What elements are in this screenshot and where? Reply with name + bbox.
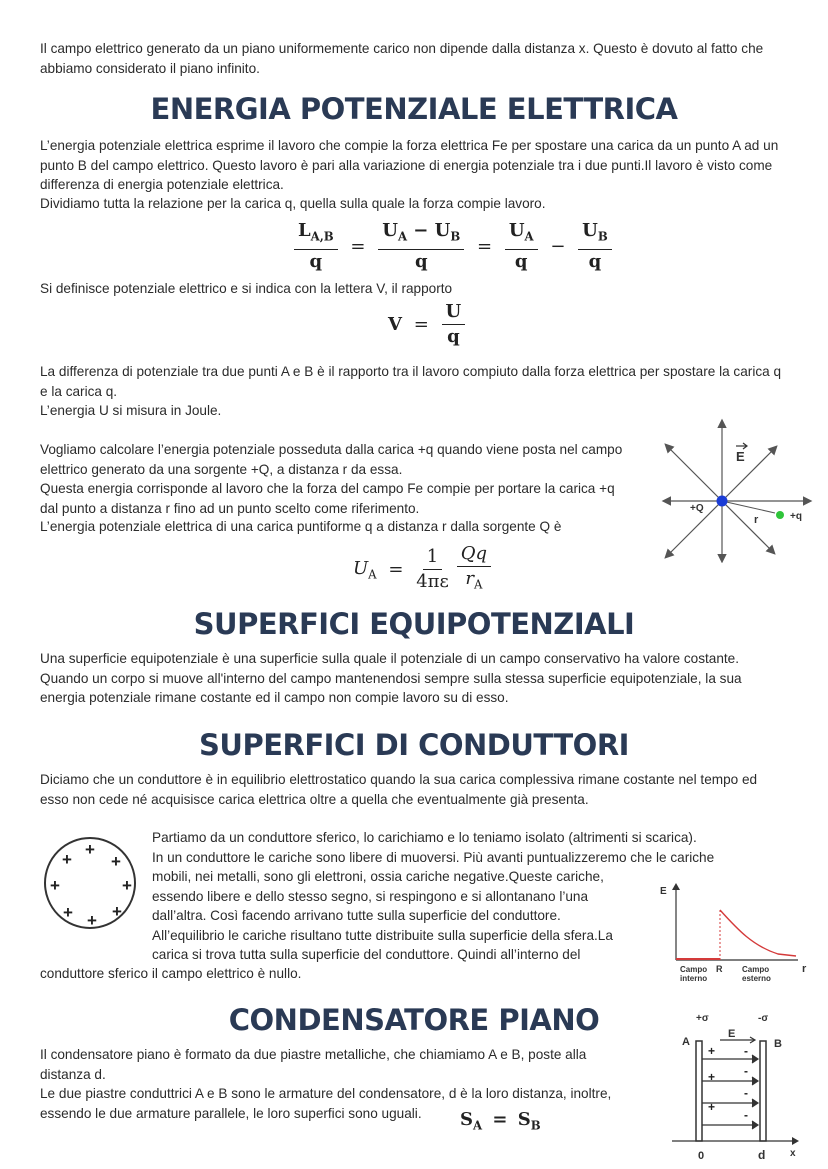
text-line: All’equilibrio le cariche risultano tutte distribuite sulla superficie della sfera.La [152,927,613,943]
energia-paragraph-8: L’energia potenziale elettrica di una carica puntiforme q a distanza r dalla sorgente Q è [40,519,562,534]
charged-sphere-diagram [40,833,140,933]
svg-text:E: E [660,886,667,897]
svg-text:+: + [111,852,121,871]
svg-text:-: - [744,1044,748,1058]
svg-text:A: A [682,1036,690,1048]
conduttori-paragraph-3: conduttore sferico il campo elettrico è nullo. [40,966,302,981]
svg-text:d: d [758,1148,766,1162]
svg-text:+: + [87,911,97,930]
svg-text:0: 0 [698,1150,705,1162]
svg-text:Campo: Campo [680,965,708,974]
energia-paragraph-3: Si definisce potenziale elettrico e si indica con la lettera V, il rapporto [40,281,453,296]
conduttori-paragraph-1: Diciamo che un conduttore è in equilibrio elettrostatico quando la sua carica complessiva rimane costante nel tempo ed esso non cede né acquisisce carica elettrica oltre a quella che eventualmente già presenta. [40,772,758,807]
capacitor-diagram [668,1009,808,1167]
svg-text:Campo: Campo [742,965,770,974]
energia-paragraph-4: La differenza di potenziale tra due punti A e B è il rapporto tra il lavoro compiuto dalla forza elettrica per spostare la carica q e la carica q. [40,364,782,399]
energia-paragraph-1: L’energia potenziale elettrica esprime il lavoro che compie la forza elettrica Fe per spostare una carica da un punto A ad un punto B del campo elettrico. Questo lavoro è pari alla variazione di energia potenziale tra i due punti.Il lavoro è visto come differenza di energia potenziale elettrica. [40,138,779,192]
svg-text:r: r [802,963,807,975]
svg-text:+: + [85,840,95,859]
svg-text:x: x [790,1148,796,1159]
text-line: essendo libere e dello stesso segno, si respingono e si allontanano l’una [152,888,589,904]
svg-text:+: + [63,903,73,922]
intro-paragraph: Il campo elettrico generato da un piano uniformemente carico non dipende dalla distanza x. Questo è dovuto al fatto che abbiamo considerato il piano infinito. [40,41,764,76]
svg-text:+Q: +Q [690,503,704,514]
energia-paragraph-6: Vogliamo calcolare l’energia potenziale posseduta dalla carica +q quando viene posta nel campo elettrico generato da una sorgente +Q, a distanza r da essa. [40,442,623,477]
svg-text:+: + [122,876,132,895]
text-line: carica si trova tutta sulla superficie del conduttore. Quindi all’interno del [152,947,581,962]
svg-text:r: r [754,514,759,526]
section-title-energia: ENERGIA POTENZIALE ELETTRICA [150,92,678,126]
energia-paragraph-2: Dividiamo tutta la relazione per la carica q, quella sulla quale la forza compie lavoro. [40,196,546,211]
svg-text:+: + [708,1044,716,1058]
energia-paragraph-7: Questa energia corrisponde al lavoro che la forza del campo Fe compie per portare la carica +q dal punto a distanza r fino ad un punto scelto come riferimento. [40,481,615,516]
source-charge-dot [717,496,728,507]
energia-paragraph-5: L’energia U si misura in Joule. [40,403,222,418]
text-line: dall’altra. Così facendo arrivano tutte sulla superficie del conduttore. [152,908,561,923]
radial-field-diagram [660,413,820,563]
section-title-conduttori: SUPERFICI DI CONDUTTORI [199,728,629,762]
condensatore-paragraph-2: Le due piastre conduttrici A e B sono le armature del condensatore, d è la loro distanza, inoltre, essendo le due armature parallele, le loro superfici sono uguali. [40,1086,612,1121]
condensatore-paragraph-1: Il condensatore piano è formato da due piastre metalliche, che chiamiamo A e B, poste alla distanza d. [40,1047,587,1082]
svg-text:+q: +q [790,511,802,522]
svg-text:-: - [744,1064,748,1078]
text-line: In un conduttore le cariche sono libere di muoversi. Più avanti puntualizzeremo che le cariche [152,849,715,865]
svg-text:+: + [112,902,122,921]
svg-text:-: - [744,1108,748,1122]
test-charge-dot [776,511,784,519]
svg-text:interno: interno [680,974,708,983]
equation-potential: V = $\frac{U}{q}$ [385,302,469,347]
svg-text:E: E [728,1028,736,1040]
svg-text:+: + [62,850,72,869]
svg-text:-: - [744,1086,748,1100]
svg-text:B: B [774,1038,782,1050]
svg-text:R: R [716,964,723,974]
text-line: mobili, nei metalli, sono gli elettroni, ossia cariche negative.Queste cariche, [152,869,604,884]
text-line: Partiamo da un conduttore sferico, lo carichiamo e lo teniamo isolato (altrimenti si scarica). [152,830,697,845]
equation-work-potential: $\frac{L_{A,B}}{q}$ = $\frac{U_A - U_B}{q}$ = $\frac{U_A}{q}$ − $\frac{U_B}{q}$ [290,221,616,272]
svg-text:+: + [708,1100,716,1114]
equation-surfaces: $S_A = S_B$ [460,1109,541,1133]
svg-text:+: + [50,876,60,895]
svg-text:+: + [708,1070,716,1084]
svg-text:E: E [736,449,745,464]
section-title-equipotenziali: SUPERFICI EQUIPOTENZIALI [193,607,635,641]
svg-text:esterno: esterno [742,974,771,983]
equip-paragraph: Una superficie equipotenziale è una superficie sulla quale il potenziale di un campo conservativo ha valore costante. Quando un corpo si muove all'interno del campo mantenendosi sempre sulla stessa superficie equipotenziale, la sua energia potenziale rimane costante ed il campo non compie lavoro su di esso. [40,651,742,705]
section-title-condensatore: CONDENSATORE PIANO [228,1003,600,1037]
equation-potential-energy: $U_A$ = $\frac{1}{4\pi\varepsilon}$ $\frac{Qq}{r_A}$ [350,544,495,595]
svg-text:-σ: -σ [758,1013,769,1024]
field-vs-distance-graph [658,880,818,988]
svg-text:+σ: +σ [696,1013,709,1024]
